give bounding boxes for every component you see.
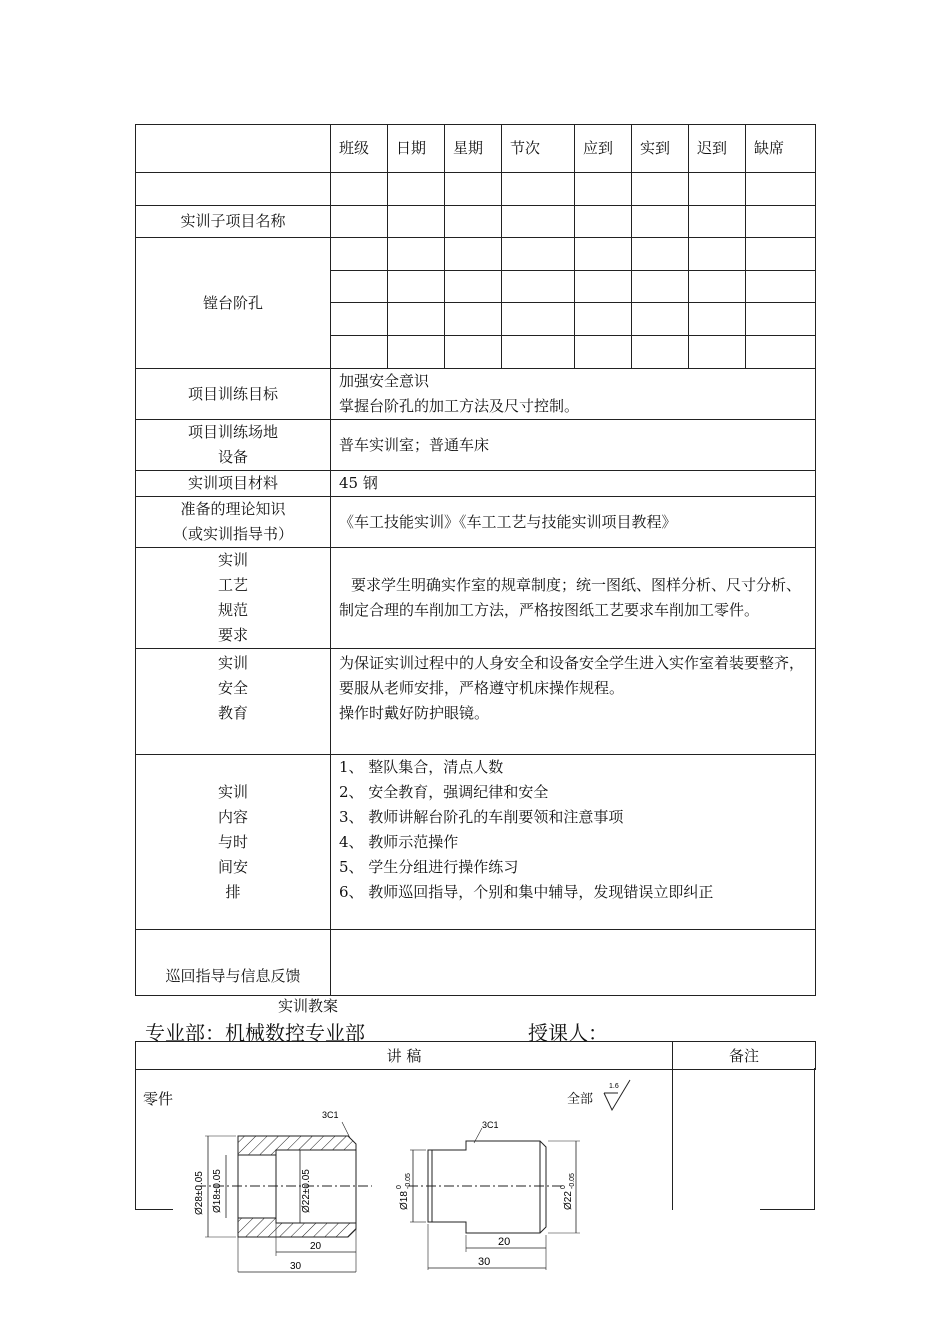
header-date: 日期 bbox=[388, 125, 445, 173]
subproject-value: 镗台阶孔 bbox=[136, 238, 331, 369]
safety-label-line-3: 教育 bbox=[217, 704, 248, 722]
goal-line-1: 加强安全意识 bbox=[339, 372, 430, 390]
right-chamfer-label: 3C1 bbox=[482, 1120, 499, 1130]
right-part-shaft bbox=[408, 1128, 580, 1270]
content-line-5: 5、 学生分组进行操作练习 bbox=[339, 858, 519, 876]
spec-label-line-1: 实训 bbox=[217, 551, 248, 569]
header-class: 班级 bbox=[331, 125, 388, 173]
spec-text: 要求学生明确实作室的规章制度；统一图纸、图样分析、尺寸分析、制定合理的车削加工方法，严格按图纸工艺要求车削加工零件。 bbox=[339, 576, 802, 619]
material-value: 45 钢 bbox=[331, 471, 816, 497]
safety-label-line-2: 安全 bbox=[217, 679, 248, 697]
right-small-dia-tol-lower: -0.05 bbox=[405, 1173, 412, 1189]
right-large-dia-label: Ø22 bbox=[563, 1191, 574, 1210]
subproject-label: 实训子项目名称 bbox=[136, 206, 331, 238]
content-line-6: 6、 教师巡回指导，个别和集中辅导，发现错误立即纠正 bbox=[339, 883, 714, 901]
left-length-short: 20 bbox=[310, 1241, 322, 1252]
feedback-label: 巡回指导与信息反馈 bbox=[136, 930, 331, 996]
material-label: 实训项目材料 bbox=[136, 471, 331, 497]
goal-label: 项目训练目标 bbox=[136, 369, 331, 420]
content-line-4: 4、 教师示范操作 bbox=[339, 833, 459, 851]
roughness-label: 全部 bbox=[567, 1092, 594, 1107]
right-small-dia-tol-upper: 0 bbox=[396, 1185, 403, 1189]
content-line-2: 2、 安全教育，强调纪律和安全 bbox=[339, 783, 549, 801]
left-bore-dia-label: Ø22±0.05 bbox=[301, 1169, 312, 1213]
department: 专业部：机械数控专业部 bbox=[145, 1021, 365, 1045]
safety-label-line-1: 实训 bbox=[217, 654, 248, 672]
spec-label-line-4: 要求 bbox=[217, 626, 248, 644]
content-label-line-3: 与时 bbox=[217, 832, 248, 851]
left-outer-dia-label: Ø28±0.05 bbox=[194, 1171, 205, 1215]
roughness-value: 1.6 bbox=[609, 1083, 619, 1090]
lecture-note-header: 备注 bbox=[673, 1042, 816, 1070]
header-present: 实到 bbox=[632, 125, 689, 173]
content-label-line-2: 内容 bbox=[217, 807, 248, 826]
right-length-total: 30 bbox=[478, 1256, 491, 1268]
goal-line-2: 掌握台阶孔的加工方法及尺寸控制。 bbox=[339, 397, 580, 415]
spec-label-line-2: 工艺 bbox=[217, 576, 248, 594]
right-large-dia-tol-upper: 0 bbox=[560, 1185, 567, 1189]
site-label-line-2: 设备 bbox=[217, 448, 248, 466]
page-caption: 实训教案 bbox=[278, 997, 339, 1015]
header-late: 迟到 bbox=[689, 125, 746, 173]
header-expected: 应到 bbox=[575, 125, 632, 173]
theory-label-line-2: （或实训指导书） bbox=[172, 525, 293, 543]
safety-line-2: 操作时戴好防护眼镜。 bbox=[339, 704, 490, 722]
right-length-short: 20 bbox=[498, 1236, 511, 1248]
teacher-label: 授课人： bbox=[528, 1021, 608, 1045]
content-label-line-4: 间安 bbox=[217, 857, 248, 876]
right-large-dia-tol-lower: -0.05 bbox=[569, 1173, 576, 1189]
theory-label-line-1: 准备的理论知识 bbox=[180, 500, 286, 518]
right-small-dia-label: Ø18 bbox=[399, 1191, 410, 1210]
part-label: 零件 bbox=[143, 1090, 174, 1108]
theory-value: 《车工技能实训》《车工工艺与技能实训项目教程》 bbox=[331, 497, 816, 548]
header-absent: 缺席 bbox=[746, 125, 816, 173]
header-period: 节次 bbox=[502, 125, 575, 173]
spec-label-line-3: 规范 bbox=[217, 601, 248, 619]
left-inner-dia-label: Ø18±0.05 bbox=[212, 1169, 223, 1213]
header-weekday: 星期 bbox=[445, 125, 502, 173]
safety-line-1: 为保证实训过程中的人身安全和设备安全学生进入实作室着装要整齐，要服从老师安排，严格遵守机床操作规程。 bbox=[339, 654, 805, 697]
content-line-3: 3、 教师讲解台阶孔的车削要领和注意事项 bbox=[339, 808, 624, 826]
site-value: 普车实训室；普通车床 bbox=[331, 420, 816, 471]
left-chamfer-label: 3C1 bbox=[322, 1110, 339, 1120]
content-line-1: 1、 整队集合，清点人数 bbox=[339, 758, 504, 776]
content-label-line-1: 实训 bbox=[217, 782, 248, 801]
site-label-line-1: 项目训练场地 bbox=[187, 423, 278, 441]
content-label-line-5: 排 bbox=[225, 882, 241, 901]
lecture-main-header: 讲 稿 bbox=[136, 1042, 673, 1070]
left-length-total: 30 bbox=[290, 1261, 302, 1272]
